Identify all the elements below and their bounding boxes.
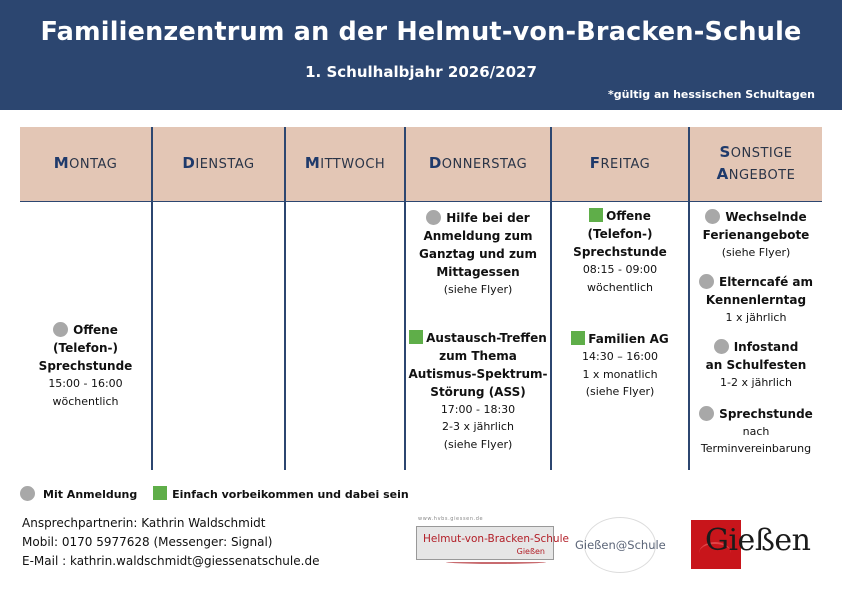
school-logo: [416, 516, 569, 566]
registration-dot-icon: [20, 486, 35, 501]
page-title: Familienzentrum an der Helmut-von-Bracken-Schule: [40, 17, 802, 47]
montag-column: [20, 321, 151, 420]
sonstige-infostand: Infostand an Schulfesten 1-2 x jährlich: [705, 340, 807, 389]
school-logo-url: www.hvbs.giessen.de: [418, 516, 484, 522]
freitag-column: [552, 207, 688, 411]
montag-sprechstunde: Offene (Telefon-) Sprechstunde 15:00 - 16:00 wöchentlich: [38, 323, 133, 408]
sonstige-column: [690, 208, 822, 467]
registration-dot-icon: [705, 209, 720, 224]
schedule-table: [20, 127, 822, 470]
validity-note: *gültig an hessischen Schultagen: [608, 88, 815, 101]
column-header-sonstige-angebote: SONSTIGE ANGEBOTE: [716, 143, 796, 183]
sonstige-sprechstunde: Sprechstunde nach Terminvereinbarung: [700, 407, 813, 455]
drop-in-square-icon: [589, 208, 603, 222]
school-logo-name: Helmut-von-Bracken-Schule: [423, 533, 569, 545]
sonstige-elterncafe: Elterncafé am Kennenlerntag 1 x jährlich: [690, 273, 822, 326]
drop-in-square-icon: [153, 486, 167, 500]
drop-in-square-icon: [409, 330, 423, 344]
registration-dot-icon: [699, 274, 714, 289]
school-logo-swoosh: [446, 560, 546, 564]
registration-dot-icon: [699, 406, 714, 421]
contact-email: E-Mail : kathrin.waldschmidt@giessenatschule.de: [22, 554, 320, 568]
contact-info: [22, 514, 319, 571]
registration-dot-icon: [426, 210, 441, 225]
legend-dot-label: Mit Anmeldung: [43, 488, 138, 501]
column-header-dienstag: DIENSTAG: [182, 154, 255, 172]
giessen-at-schule-text: Gießen@Schule: [575, 538, 666, 552]
contact-person: Ansprechpartnerin: Kathrin Waldschmidt: [22, 516, 266, 530]
header-banner: [0, 0, 842, 110]
contact-mobile: Mobil: 0170 5977628 (Messenger: Signal): [22, 535, 273, 549]
legend-square-label: Einfach vorbeikommen und dabei sein: [172, 488, 409, 501]
legend: [20, 486, 409, 501]
column-header-mittwoch: MITTWOCH: [304, 154, 386, 172]
donnerstag-austausch-treffen: Austausch-Treffen zum Thema Autismus-Spektrum- Störung (ASS) 17:00 - 18:30 2-3 x jährlich (siehe Flyer): [408, 330, 548, 451]
registration-dot-icon: [53, 322, 68, 337]
donnerstag-column: [406, 209, 550, 463]
freitag-sprechstunde: Offene (Telefon-) Sprechstunde 08:15 - 09:00 wöchentlich: [573, 209, 667, 294]
giessen-at-schule-logo: [570, 517, 675, 573]
registration-dot-icon: [714, 339, 729, 354]
sonstige-ferienangebote: Wechselnde Ferienangebote (siehe Flyer): [702, 210, 810, 259]
column-header-freitag: FREITAG: [589, 154, 651, 172]
city-giessen-logo: [691, 520, 823, 569]
table-header-divider: [20, 201, 822, 202]
column-header-donnerstag: DONNERSTAG: [428, 154, 528, 172]
school-logo-box: [416, 526, 569, 560]
freitag-familien-ag: Familien AG 14:30 – 16:00 1 x monatlich (siehe Flyer): [552, 330, 688, 401]
donnerstag-anmeldung-ganztag: Hilfe bei der Anmeldung zum Ganztag und zum Mittagessen (siehe Flyer): [419, 211, 537, 296]
page-subtitle: 1. Schulhalbjahr 2026/2027: [305, 63, 537, 81]
city-logo-wordmark: Gießen: [705, 523, 811, 558]
column-header-montag: MONTAG: [53, 154, 118, 172]
drop-in-square-icon: [571, 331, 585, 345]
school-logo-city: Gießen: [516, 547, 545, 556]
